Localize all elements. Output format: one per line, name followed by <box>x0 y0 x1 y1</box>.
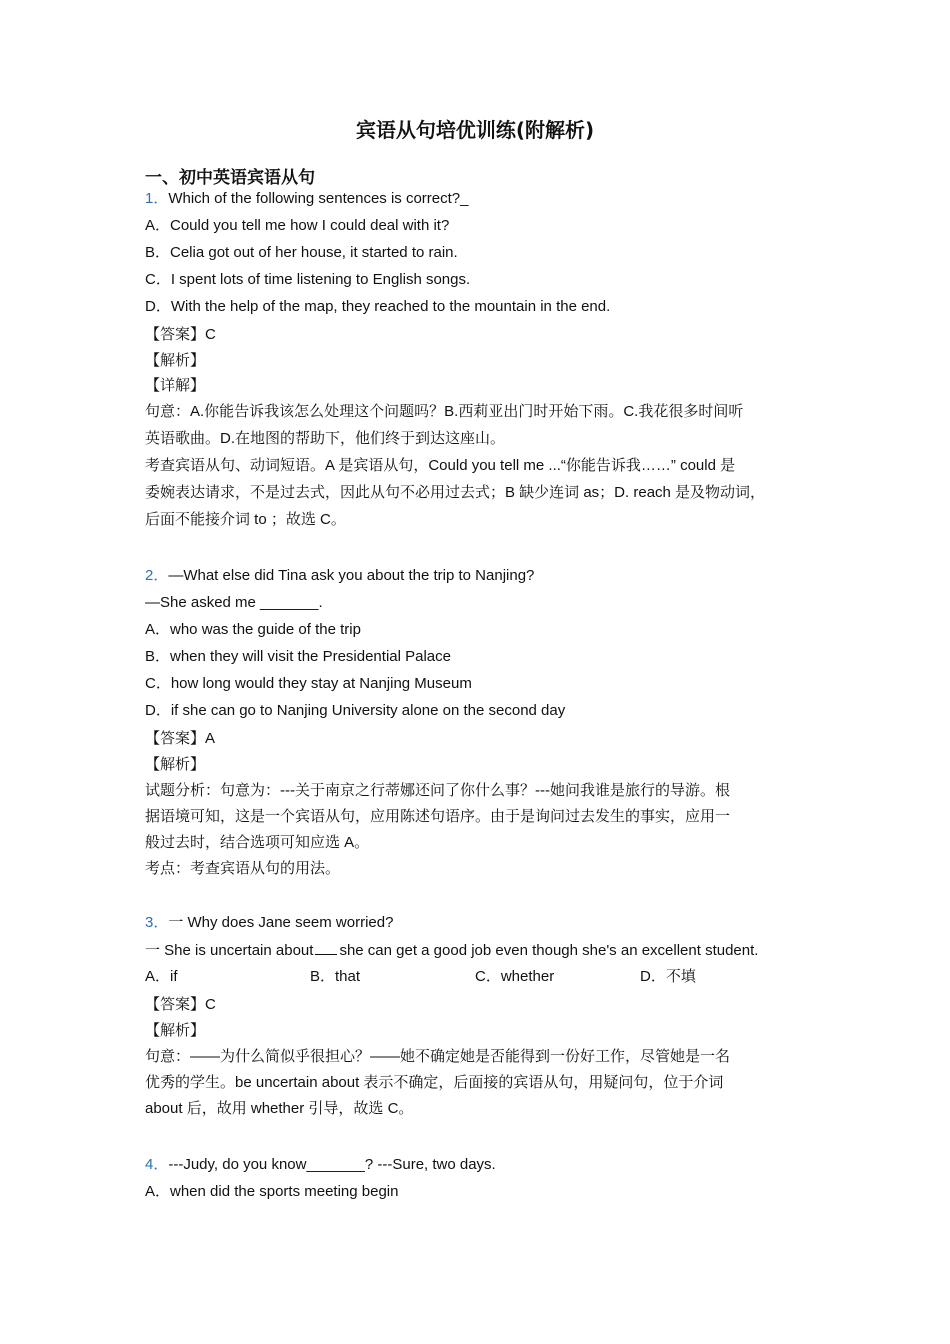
option-d: D．With the help of the map, they reached to the mountain in the end. <box>145 298 611 315</box>
question-number: 4． <box>145 1156 169 1173</box>
option-a: A．who was the guide of the trip <box>145 621 361 638</box>
explanation-line: 据语境可知，这是一个宾语从句，应用陈述句语序。由于是询问过去发生的事实，应用一 <box>145 808 731 825</box>
section-title: 一、初中英语宾语从句 <box>145 168 315 188</box>
answer-line: 【答案】C <box>145 996 216 1013</box>
explanation-line: 后面不能接介词 to ；故选 C。 <box>145 511 346 528</box>
option-a: A．when did the sports meeting begin <box>145 1183 399 1200</box>
explanation-line: 英语歌曲。D.在地图的帮助下，他们终于到达这座山。 <box>145 430 506 447</box>
explanation-line: 句意：A.你能告诉我该怎么处理这个问题吗？B.西莉亚出门时开始下雨。C.我花很多时间听 <box>145 403 744 420</box>
stem-part-a: 一 She is uncertain about <box>145 942 314 959</box>
question-1 <box>145 189 825 209</box>
analysis-label: 【解析】 <box>145 756 206 773</box>
question-number: 2． <box>145 567 169 584</box>
question-2 <box>145 566 825 586</box>
question-number: 3． <box>145 914 169 931</box>
option-d: D．if she can go to Nanjing University alone on the second day <box>145 702 566 719</box>
option-b: B．when they will visit the Presidential Palace <box>145 648 451 665</box>
question-stem: ---Judy, do you know_______? ---Sure, two days. <box>168 1156 496 1173</box>
question-4 <box>145 1155 825 1175</box>
analysis-label: 【解析】 <box>145 1022 206 1039</box>
option-b: B．Celia got out of her house, it started to rain. <box>145 244 458 261</box>
question-stem: —What else did Tina ask you about the trip to Nanjing? <box>168 567 535 584</box>
option-a: A．if <box>145 968 178 985</box>
question-stem-2 <box>145 940 825 961</box>
question-stem: 一 Why does Jane seem worried? <box>168 914 394 931</box>
option-d: D．不填 <box>640 968 696 985</box>
explanation-line: 委婉表达请求，不是过去式，因此从句不必用过去式；B 缺少连词 as；D. reach 是及物动词， <box>145 484 766 501</box>
question-stem-2: —She asked me _______. <box>145 594 323 611</box>
options-row <box>145 967 825 987</box>
option-c: C．how long would they stay at Nanjing Museum <box>145 675 472 692</box>
explanation-line: 句意：——为什么简似乎很担心？——她不确定她是否能得到一份好工作，尽管她是一名 <box>145 1048 731 1065</box>
stem-part-b: she can get a good job even though she's an excellent student. <box>339 942 759 959</box>
analysis-label: 【解析】 <box>145 352 206 369</box>
explanation-line: about 后，故用 whether 引导，故选 C。 <box>145 1100 414 1117</box>
explanation-line: 考点：考查宾语从句的用法。 <box>145 860 341 877</box>
option-a: A．Could you tell me how I could deal with it? <box>145 217 450 234</box>
answer-blank <box>315 940 337 955</box>
option-c: C．whether <box>475 968 555 985</box>
page-title: 宾语从句培优训练(附解析) <box>355 118 595 142</box>
explanation-line: 考查宾语从句、动词短语。A 是宾语从句，Could you tell me ...“你能告诉我……” could 是 <box>145 457 736 474</box>
question-3 <box>145 913 825 933</box>
detail-label: 【详解】 <box>145 377 206 394</box>
explanation-line: 般过去时，结合选项可知应选 A。 <box>145 834 370 851</box>
answer-line: 【答案】C <box>145 326 216 343</box>
explanation-line: 优秀的学生。be uncertain about 表示不确定，后面接的宾语从句，用疑问句，位于介词 <box>145 1074 724 1091</box>
question-number: 1． <box>145 190 169 207</box>
answer-line: 【答案】A <box>145 730 216 747</box>
option-b: B．that <box>310 968 361 985</box>
option-c: C．I spent lots of time listening to English songs. <box>145 271 471 288</box>
question-stem: Which of the following sentences is correct?_ <box>168 190 469 207</box>
explanation-line: 试题分析：句意为：---关于南京之行蒂娜还问了你什么事？---她问我谁是旅行的导游。根 <box>145 782 730 799</box>
